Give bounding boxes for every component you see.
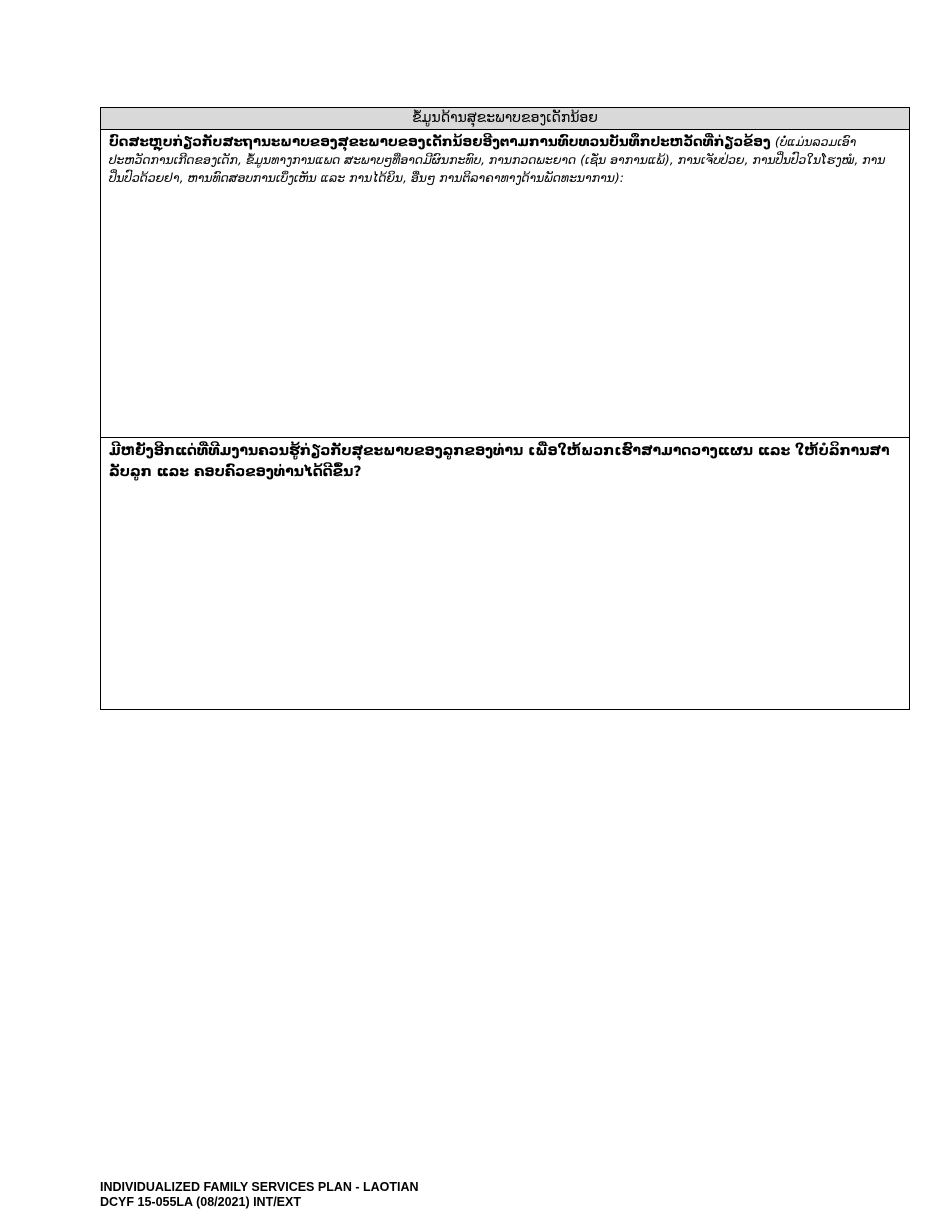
additional-health-section xyxy=(101,438,909,709)
health-summary-prompt xyxy=(109,133,901,187)
form-footer xyxy=(100,1180,419,1210)
additional-health-field[interactable] xyxy=(109,483,901,693)
health-info-table xyxy=(100,107,910,710)
footer-form-number: DCYF 15-055LA (08/2021) INT/EXT xyxy=(100,1195,301,1209)
footer-form-title: INDIVIDUALIZED FAMILY SERVICES PLAN - LAOTIAN xyxy=(100,1180,419,1194)
additional-health-prompt: ມີຫຍັງອີກແດ່ທີ່ທີມງານຄວນຮູ້ກ່ຽວກັບສຸຂະພາບຂອງລູກຂອງທ່ານ ເພື່ອໃຫ້ພວກເຮົາສາມາດວາງແຜນ ແລະ ໃຫ້ບໍລິການສາລັບລູກ ແລະ ຄອບຄົວຂອງທ່ານໄດ້ດີຂຶ້ນ? xyxy=(109,443,890,480)
health-summary-field[interactable] xyxy=(109,187,901,387)
health-summary-section xyxy=(101,130,909,438)
health-summary-prompt-note: (ບໍ່ແມ່ນລວມເອົາປະຫວັດການເກີດຂອງເດັກ, ຂໍ້ມູນທາງການແພດ ສະພາບໆທີ່ອາດມີຜົນກະທົບ, ການກວດພະຍາດ (ເຊັ່ນ ອາການແພ້), ການເຈັບປ່ວຍ, ການປິ່ນປົວໃນໂຮງໝໍ, ການປິ່ນປົວດ້ວຍຢາ, ຫານທົດສອບການເບິ່ງເຫັນ ແລະ ການໄດ້ຍິນ, ອື່ນໆ ການຕິລາຄາທາງດ້ານພັດທະນາການ): xyxy=(109,134,886,185)
health-summary-prompt-bold: ບົດສະຫຼຸບກ່ຽວກັບສະຖານະພາບຂອງສຸຂະພາບຂອງເດັກນ້ອຍອີງຕາມການທົບທວນບັນທຶກປະຫວັດທີ່ກ່ຽວຂ້ອງ xyxy=(109,134,771,150)
section-header: ຂໍ້ມູນດ້ານສຸຂະພາບຂອງເດັກນ້ອຍ xyxy=(101,108,909,130)
